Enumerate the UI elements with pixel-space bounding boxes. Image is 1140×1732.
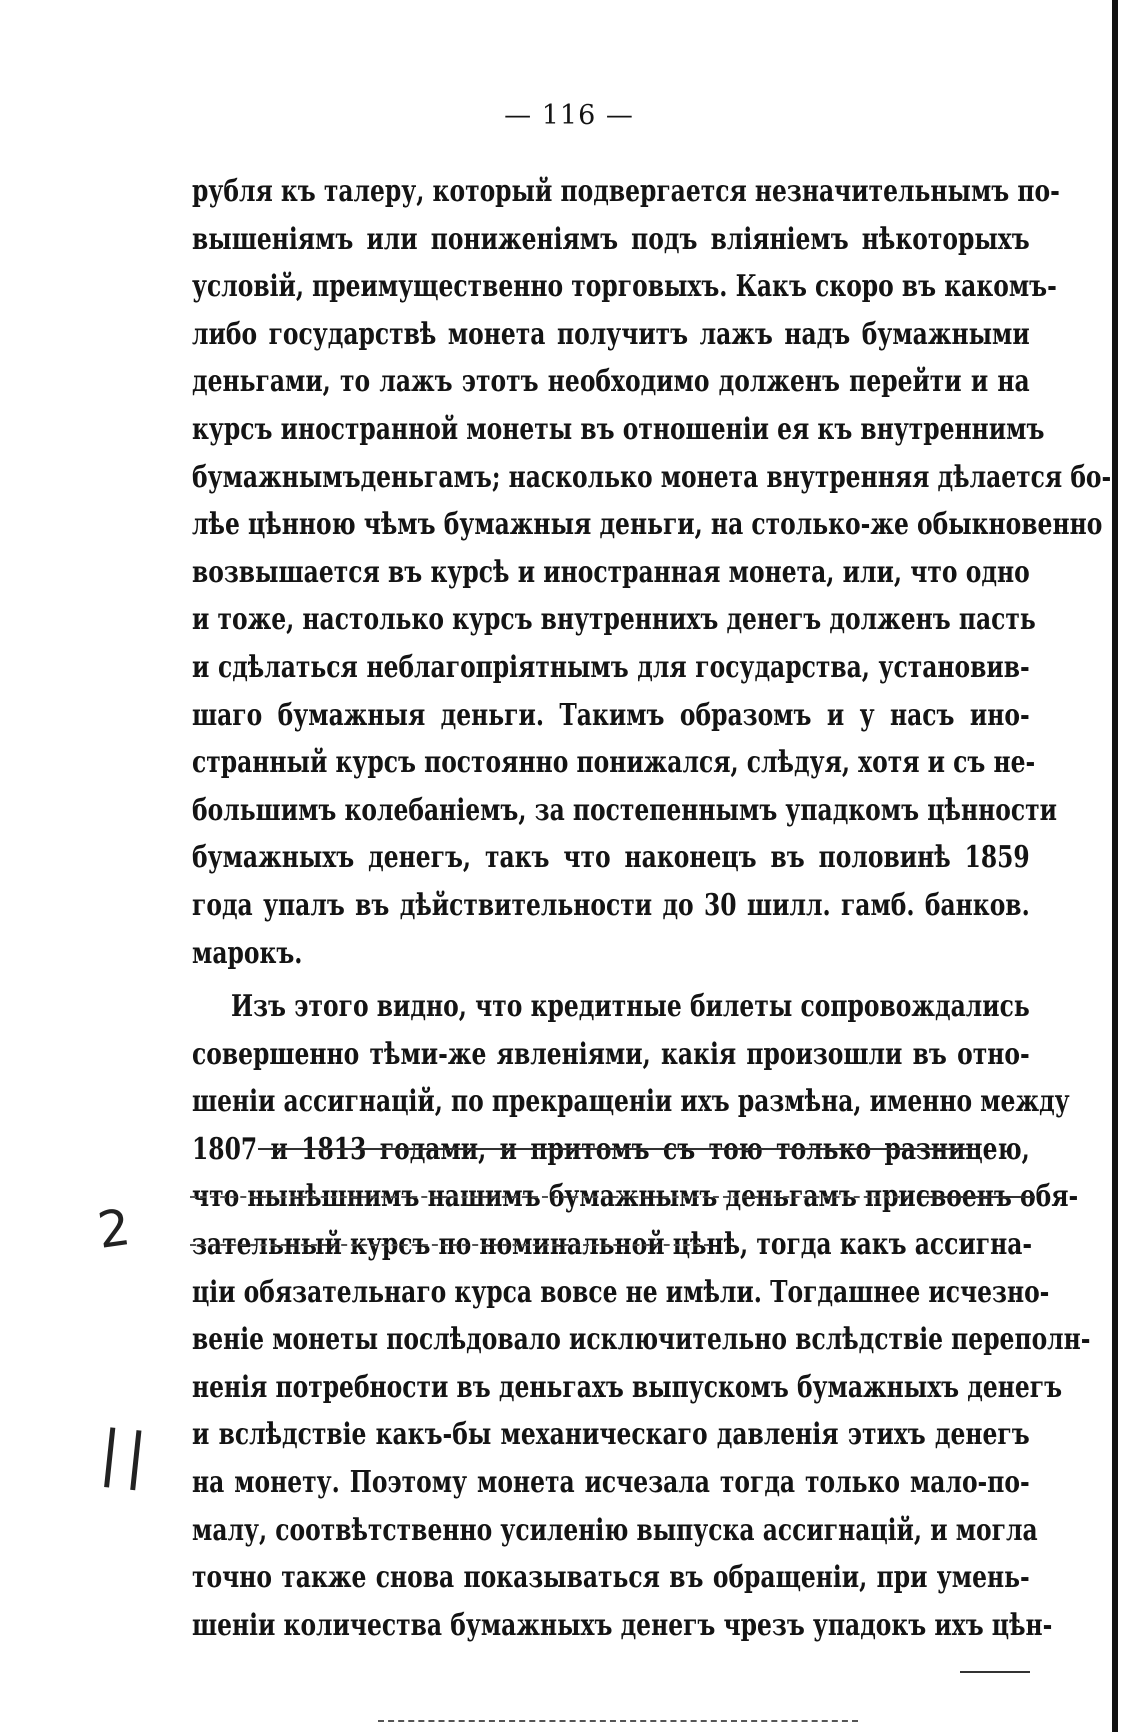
text-line: и тоже, настолько курсъ внутреннихъ денегъ долженъ пасть: [192, 602, 1036, 638]
text-line: шаго бумажныя деньги. Такимъ образомъ и у насъ ино-: [192, 697, 1030, 733]
text-line: либо государствѣ монета получитъ лажъ надъ бумажными: [192, 316, 1030, 352]
text-line: вышеніямъ или пониженіямъ подъ вліяніемъ нѣкоторыхъ: [192, 221, 1030, 257]
text-line: точно также снова показываться въ обращеніи, при умень-: [192, 1560, 1030, 1596]
text-line: лѣе цѣнною чѣмъ бумажныя деньги, на столько-же обыкновенно: [192, 507, 1103, 543]
text-line: возвышается въ курсѣ и иностранная монета, или, что одно: [192, 554, 1030, 590]
text-line: совершенно тѣми-же явленіями, какія произошли въ отно-: [192, 1036, 1030, 1072]
text-line: ненія потребности въ деньгахъ выпускомъ бумажныхъ денегъ: [192, 1369, 1063, 1405]
scan-edge: [1112, 0, 1118, 1732]
text-line: зательный курсъ по номинальной цѣнѣ, тогда какъ ассигна-: [192, 1227, 1033, 1263]
page-number: — 116 —: [504, 100, 634, 131]
text-line: рубля къ талеру, который подвергается незначительнымъ по-: [192, 174, 1060, 209]
pencil-underline: [378, 1720, 858, 1722]
text-line: малу, соотвѣтственно усиленію выпуска ассигнацій, и могла: [192, 1512, 1038, 1548]
pencil-underline: [190, 1196, 910, 1198]
text-line: 1807 и 1813 годами, и притомъ съ тою только разницею,: [192, 1131, 1030, 1167]
text-line: шеніи количества бумажныхъ денегъ чрезъ упадокъ ихъ цѣн-: [192, 1607, 1053, 1643]
text-line: и вслѣдствіе какъ-бы механическаго давленія этихъ денегъ: [192, 1417, 1030, 1453]
text-line: курсъ иностранной монеты въ отношеніи ея къ внутреннимъ: [192, 411, 1045, 447]
margin-note-bars: ||: [96, 1417, 156, 1493]
text-line: что нынѣшнимъ нашимъ бумажнымъ деньгамъ присвоенъ обя-: [192, 1179, 1079, 1215]
pencil-underline: [920, 1196, 1035, 1198]
margin-note-number: 2: [94, 1198, 134, 1260]
text-line: бумажныхъ денегъ, такъ что наконецъ въ половинѣ 1859: [192, 840, 1030, 876]
pencil-underline: [258, 1148, 976, 1150]
text-line: большимъ колебаніемъ, за постепеннымъ упадкомъ цѣнности: [192, 792, 1057, 828]
text-line: шеніи ассигнацій, по прекращеніи ихъ размѣна, именно между: [192, 1084, 1070, 1120]
pencil-underline: [190, 1244, 710, 1246]
text-line: деньгами, то лажъ этотъ необходимо долженъ перейти и на: [192, 364, 1030, 400]
text-line: ціи обязательнаго курса вовсе не имѣли. Тогдашнее исчезно-: [192, 1274, 1050, 1310]
text-line: странный курсъ постоянно понижался, слѣдуя, хотя и съ не-: [192, 745, 1036, 781]
text-line: бумажнымъденьгамъ; насколько монета внутренняя дѣлается бо-: [192, 459, 1112, 495]
text-line: Изъ этого видно, что кредитные билеты сопровождались: [231, 989, 1030, 1025]
pencil-underline: [960, 1671, 1030, 1673]
text-line: и сдѣлаться неблагопріятнымъ для государства, установив-: [192, 649, 1030, 685]
text-line: условій, преимущественно торговыхъ. Какъ скоро въ какомъ-: [192, 269, 1057, 305]
text-line: марокъ.: [192, 935, 303, 971]
body-text: [192, 168, 1112, 1649]
text-line: веніе монеты послѣдовало исключительно вслѣдствіе переполн-: [192, 1322, 1091, 1358]
text-line: на монету. Поэтому монета исчезала тогда только мало-по-: [192, 1465, 1030, 1501]
text-line: года упалъ въ дѣйствительности до 30 шилл. гамб. банков.: [192, 887, 1030, 923]
